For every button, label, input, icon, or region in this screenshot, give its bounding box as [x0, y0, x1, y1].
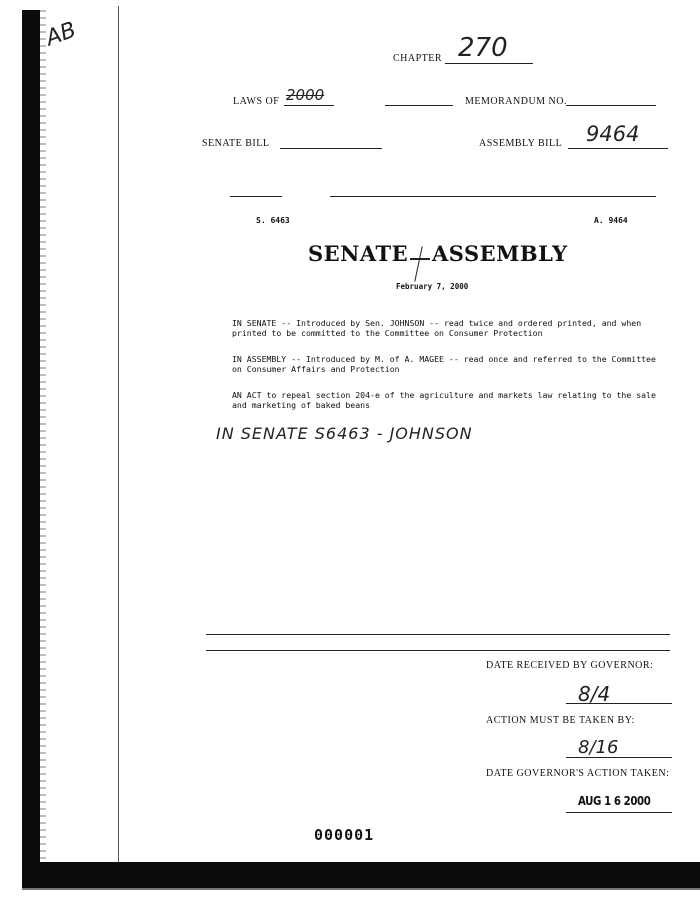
headline-senate: SENATE — [308, 241, 409, 266]
chapter-label: CHAPTER — [393, 53, 443, 64]
senate-intro-paragraph: IN SENATE -- Introduced by Sen. JOHNSON -- read twice and ordered printed, and when printed to be committed to the Committee on Consumer Protection — [232, 318, 642, 338]
page-number: 000001 — [314, 826, 375, 844]
memorandum-label: MEMORANDUM NO. — [465, 96, 568, 107]
laws-value: 2000 — [286, 86, 325, 104]
act-paragraph: AN ACT to repeal section 204-e of the agriculture and markets law relating to the sale and marketing of baked beans — [232, 390, 656, 410]
assembly-bill-label: ASSEMBLY BILL — [479, 138, 563, 149]
memo-blank-line — [385, 91, 453, 106]
handwritten-senate-note: IN SENATE S6463 - JOHNSON — [216, 424, 473, 443]
laws-label: LAWS OF — [233, 96, 280, 107]
chapter-value: 270 — [458, 33, 508, 63]
headline-slash — [414, 246, 422, 281]
bottom-scan-bar — [22, 862, 700, 888]
long-rule — [330, 196, 656, 197]
binding-edge-noise — [40, 10, 46, 890]
assembly-intro-paragraph: IN ASSEMBLY -- Introduced by M. of A. MAGEE -- read once and referred to the Committee on Consumer Affairs and Protection — [232, 354, 656, 374]
memorandum-line — [566, 91, 656, 106]
headline-dash — [410, 258, 430, 260]
governor-rule-bottom — [206, 650, 670, 651]
senate-bill-label: SENATE BILL — [202, 138, 270, 149]
short-rule — [230, 196, 282, 197]
action-by-label: ACTION MUST BE TAKEN BY: — [486, 715, 635, 726]
date-received-label: DATE RECEIVED BY GOVERNOR: — [486, 660, 654, 671]
action-taken-stamp: AUG 1 6 2000 — [578, 794, 651, 808]
assembly-number: A. 9464 — [594, 216, 628, 225]
senate-bill-line — [280, 134, 382, 149]
bill-date: February 7, 2000 — [396, 282, 469, 291]
bottom-scan-edge — [22, 888, 700, 890]
date-received-value: 8/4 — [578, 682, 611, 706]
assembly-bill-value: 9464 — [586, 122, 640, 146]
margin-initials: AB — [42, 17, 80, 52]
binding-edge — [22, 10, 40, 890]
action-by-value: 8/16 — [578, 737, 619, 758]
action-taken-label: DATE GOVERNOR'S ACTION TAKEN: — [486, 768, 670, 779]
headline-assembly: ASSEMBLY — [432, 241, 568, 266]
margin-line — [118, 6, 119, 866]
senate-number: S. 6463 — [256, 216, 290, 225]
governor-rule-top — [206, 634, 670, 635]
